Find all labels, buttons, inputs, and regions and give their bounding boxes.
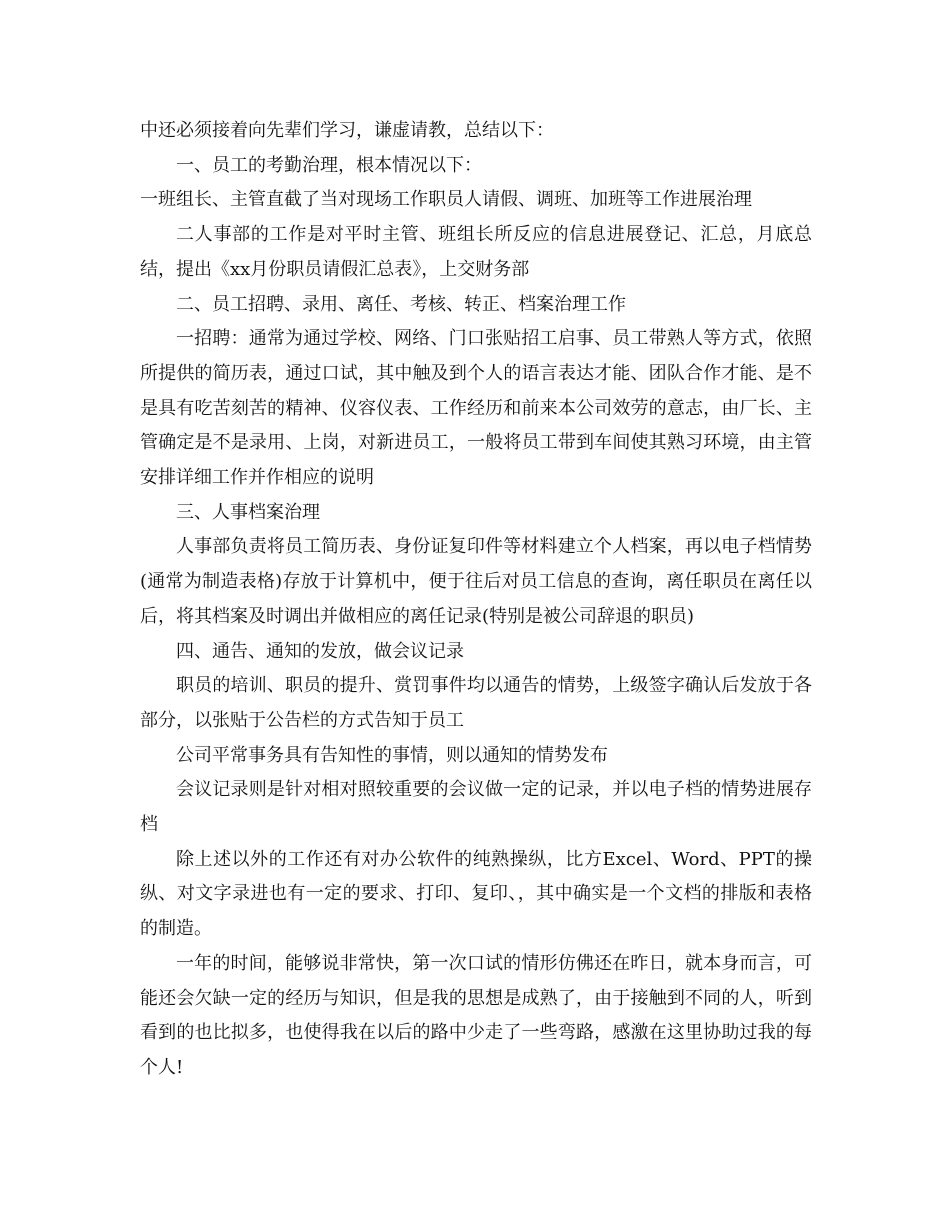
document-page [140,114,812,1086]
paragraph: 四、通告、通知的发放，做会议记录 [176,640,464,662]
paragraph: 一、员工的考勤治理，根本情况以下： [176,154,482,176]
paragraph: 职员的培训、职员的提升、赏罚事件均以通告的情势，上级签字确认后发放于各部分，以张贴于公告栏的方式告知于员工 [140,675,812,731]
paragraph: 会议记录则是针对相对照较重要的会议做一定的记录，并以电子档的情势进展存档 [140,779,812,836]
paragraph: 除上述以外的工作还有对办公软件的纯熟操纵，比方Excel、Word、PPT的操纵、对文字录进也有一定的要求、打印、复印、，其中确实是一个文档的排版和表格的制造。 [140,848,812,940]
paragraph: 二人事部的工作是对平时主管、班组长所反应的信息进展登记、汇总，月底总结，提出《xx月份职员请假汇总表》，上交财务部 [140,224,812,280]
paragraph: 一年的时间，能够说非常快，第一次口试的情形仿佛还在昨日，就本身而言，可能还会欠缺一定的经历与知识，但是我的思想是成熟了，由于接触到不同的人，听到看到的也比拟多，也使得我在以后的路中少走了一些弯路，感激在这里协助过我的每个人! [140,952,812,1078]
paragraph: 人事部负责将员工简历表、身份证复印件等材料建立个人档案，再以电子档情势(通常为制造表格)存放于计算机中，便于往后对员工信息的查询，离任职员在离任以后，将其档案及时调出并做相应的离任记录(特别是被公司辞退的职员) [140,536,812,627]
paragraph: 一班组长、主管直截了当对现场工作职员人请假、调班、加班等工作进展治理 [140,189,752,211]
paragraph: 公司平常事务具有告知性的事情，则以通知的情势发布 [176,744,608,766]
paragraph: 中还必须接着向先辈们学习，谦虚请教，总结以下： [140,120,554,141]
paragraph: 二、员工招聘、录用、离任、考核、转正、档案治理工作 [176,293,626,315]
paragraph: 三、人事档案治理 [176,501,320,523]
paragraph: 一招聘：通常为通过学校、网络、门口张贴招工启事、员工带熟人等方式，依照所提供的简历表，通过口试，其中触及到个人的语言表达才能、团队合作才能、是不是具有吃苦刻苦的精神、仪容仪表、工作经历和前来本公司效劳的意志，由厂长、主管确定是不是录用、上岗，对新进员工，一般将员工带到车间使其熟习环境，由主管安排详细工作并作相应的说明 [140,328,812,489]
